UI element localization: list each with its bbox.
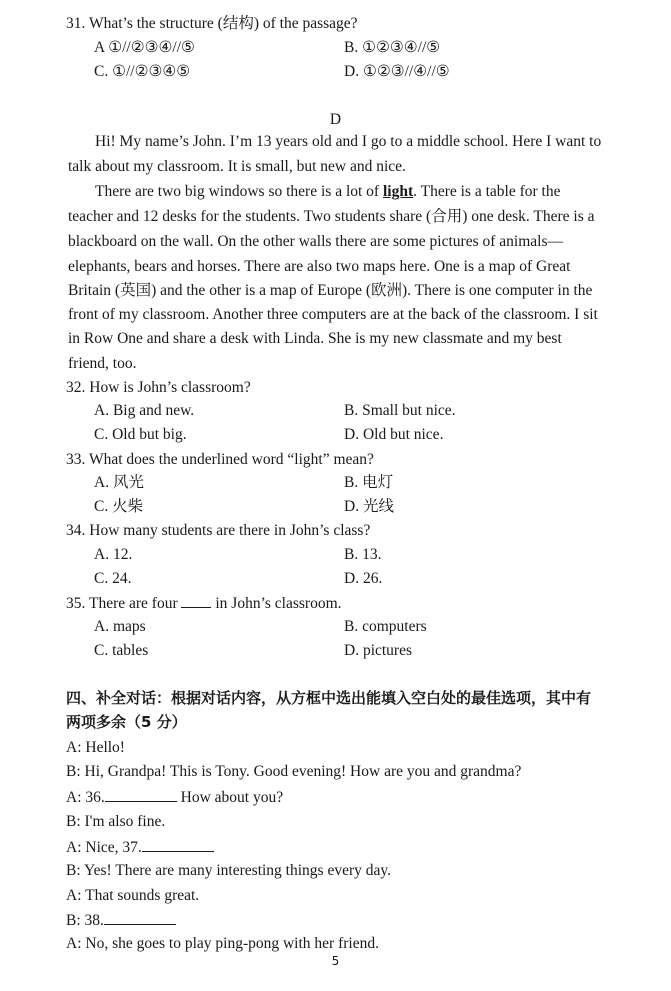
q32-option-b: B. Small but nice. <box>344 402 456 419</box>
dialogue-text: B: 38. <box>66 912 104 929</box>
dialogue-line <box>66 787 283 808</box>
q35-blank[interactable] <box>181 593 211 608</box>
question-33-stem: 33. What does the underlined word “light” mean? <box>66 451 374 468</box>
passage-line: Britain (英国) and the other is a map of Europe (欧洲). There is one computer in the <box>68 282 593 299</box>
passage-line: blackboard on the wall. On the other walls there are some pictures of animals— <box>68 233 563 250</box>
q33-option-a: A. 风光 <box>94 474 144 491</box>
q35-stem-before: 35. There are four <box>66 595 178 612</box>
page-number: 5 <box>331 954 340 968</box>
passage-text: There are two big windows so there is a lot of <box>95 183 380 200</box>
q33-option-b: B. 电灯 <box>344 474 394 491</box>
q34-option-d: D. 26. <box>344 570 383 587</box>
q32-option-d: D. Old but nice. <box>344 426 444 443</box>
q35-option-d: D. pictures <box>344 642 413 659</box>
q31-option-a: A ①//②③④//⑤ <box>94 39 195 56</box>
dialogue-line: B: I'm also fine. <box>66 813 166 830</box>
question-35-stem <box>66 593 342 614</box>
blank-37[interactable] <box>142 837 214 852</box>
passage-line: Hi! My name’s John. I’m 13 years old and I go to a middle school. Here I want to <box>95 133 602 150</box>
dialogue-line: A: Hello! <box>66 739 125 756</box>
dialogue-text: A: 36. <box>66 789 105 806</box>
q35-stem-after: in John’s classroom. <box>215 595 342 612</box>
q34-option-b: B. 13. <box>344 546 382 563</box>
passage-line <box>95 182 560 202</box>
dialogue-line <box>66 837 214 858</box>
q35-option-b: B. computers <box>344 618 427 635</box>
q31-option-d: D. ①②③//④//⑤ <box>344 63 450 80</box>
passage-line: teacher and 12 desks for the students. Two students share (合用) one desk. There is a <box>68 208 595 225</box>
question-31-stem: 31. What’s the structure (结构) of the passage? <box>66 15 358 32</box>
q31-option-b: B. ①②③④//⑤ <box>344 39 441 56</box>
q33-option-d: D. 光线 <box>344 498 394 515</box>
question-34-stem: 34. How many students are there in John’s class? <box>66 522 371 539</box>
q34-option-a: A. 12. <box>94 546 133 563</box>
q32-option-a: A. Big and new. <box>94 402 195 419</box>
dialogue-line <box>66 910 176 931</box>
passage-text: . There is a table for the <box>413 183 561 200</box>
passage-line: front of my classroom. Another three computers are at the back of the classroom. I sit <box>68 306 598 323</box>
section-4-title-cont: 两项多余（5 分） <box>66 713 187 731</box>
passage-line: talk about my classroom. It is small, but new and nice. <box>68 158 406 175</box>
dialogue-text: How about you? <box>180 789 284 806</box>
passage-line: friend, too. <box>68 355 137 372</box>
dialogue-line: A: No, she goes to play ping-pong with her friend. <box>66 935 379 952</box>
q31-option-c: C. ①//②③④⑤ <box>94 63 191 80</box>
passage-line: elephants, bears and horses. There are also two maps here. One is a map of Great <box>68 258 571 275</box>
dialogue-text: A: Nice, 37. <box>66 839 142 856</box>
passage-heading: D <box>329 111 342 128</box>
q33-option-c: C. 火柴 <box>94 498 144 515</box>
underlined-word-light: light <box>382 183 414 200</box>
dialogue-line: B: Yes! There are many interesting things every day. <box>66 862 391 879</box>
q34-option-c: C. 24. <box>94 570 132 587</box>
q35-option-a: A. maps <box>94 618 146 635</box>
question-32-stem: 32. How is John’s classroom? <box>66 379 251 396</box>
blank-36[interactable] <box>105 787 177 802</box>
q35-option-c: C. tables <box>94 642 149 659</box>
dialogue-line: B: Hi, Grandpa! This is Tony. Good evening! How are you and grandma? <box>66 763 522 780</box>
passage-line: in Row One and share a desk with Linda. She is my new classmate and my best <box>68 330 562 347</box>
dialogue-line: A: That sounds great. <box>66 887 200 904</box>
section-4-title: 四、补全对话：根据对话内容，从方框中选出能填入空白处的最佳选项，其中有 <box>66 689 592 707</box>
q32-option-c: C. Old but big. <box>94 426 187 443</box>
blank-38[interactable] <box>104 910 176 925</box>
